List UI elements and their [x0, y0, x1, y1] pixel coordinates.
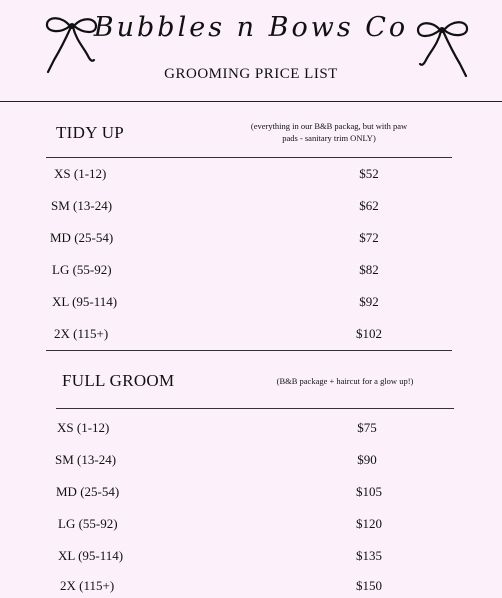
- bow-icon: [414, 18, 470, 82]
- list-item: [0, 262, 502, 282]
- section-title: FULL GROOM: [62, 371, 175, 390]
- price-value: $52: [359, 166, 379, 181]
- size-label: LG (55-92): [58, 516, 118, 531]
- section-divider: [46, 157, 452, 158]
- price-value: $72: [359, 230, 379, 245]
- price-value: $135: [356, 548, 382, 563]
- size-label: SM (13-24): [55, 452, 117, 467]
- price-value: $90: [357, 452, 377, 467]
- price-value: $62: [359, 198, 379, 213]
- list-item: [0, 166, 502, 186]
- list-item: [0, 516, 502, 536]
- price-value: $102: [356, 326, 382, 341]
- price-value: $120: [356, 516, 382, 531]
- price-value: $82: [359, 262, 379, 277]
- list-item: [0, 452, 502, 472]
- section-divider: [46, 350, 452, 351]
- price-value: $105: [356, 484, 382, 499]
- list-item: [0, 420, 502, 440]
- size-label: XS (1-12): [54, 166, 107, 181]
- list-item: [0, 294, 502, 314]
- list-item: [0, 198, 502, 218]
- size-label: XS (1-12): [57, 420, 110, 435]
- page-title: GROOMING PRICE LIST: [164, 66, 338, 82]
- size-label: XL (95-114): [58, 548, 124, 563]
- list-item: [0, 484, 502, 504]
- brand-name: Bubbles n Bows Co: [93, 12, 409, 43]
- list-item: [0, 230, 502, 250]
- size-label: 2X (115+): [54, 326, 109, 341]
- list-item: [0, 326, 502, 346]
- section-title: TIDY UP: [56, 123, 125, 142]
- size-label: XL (95-114): [52, 294, 118, 309]
- section-note: (B&B package + haircut for a glow up!): [276, 376, 414, 386]
- price-value: $150: [356, 578, 382, 593]
- header: [0, 0, 502, 102]
- size-label: SM (13-24): [51, 198, 113, 213]
- list-item: [0, 578, 502, 598]
- size-label: MD (25-54): [56, 484, 120, 499]
- section-divider: [56, 408, 454, 409]
- size-label: LG (55-92): [52, 262, 112, 277]
- header-divider: [0, 101, 502, 102]
- price-value: $75: [357, 420, 377, 435]
- size-label: 2X (115+): [60, 578, 115, 593]
- price-value: $92: [359, 294, 379, 309]
- section-note: (everything in our B&B packag, but with paw pads - sanitary trim ONLY): [250, 121, 408, 143]
- list-item: [0, 548, 502, 568]
- size-label: MD (25-54): [50, 230, 114, 245]
